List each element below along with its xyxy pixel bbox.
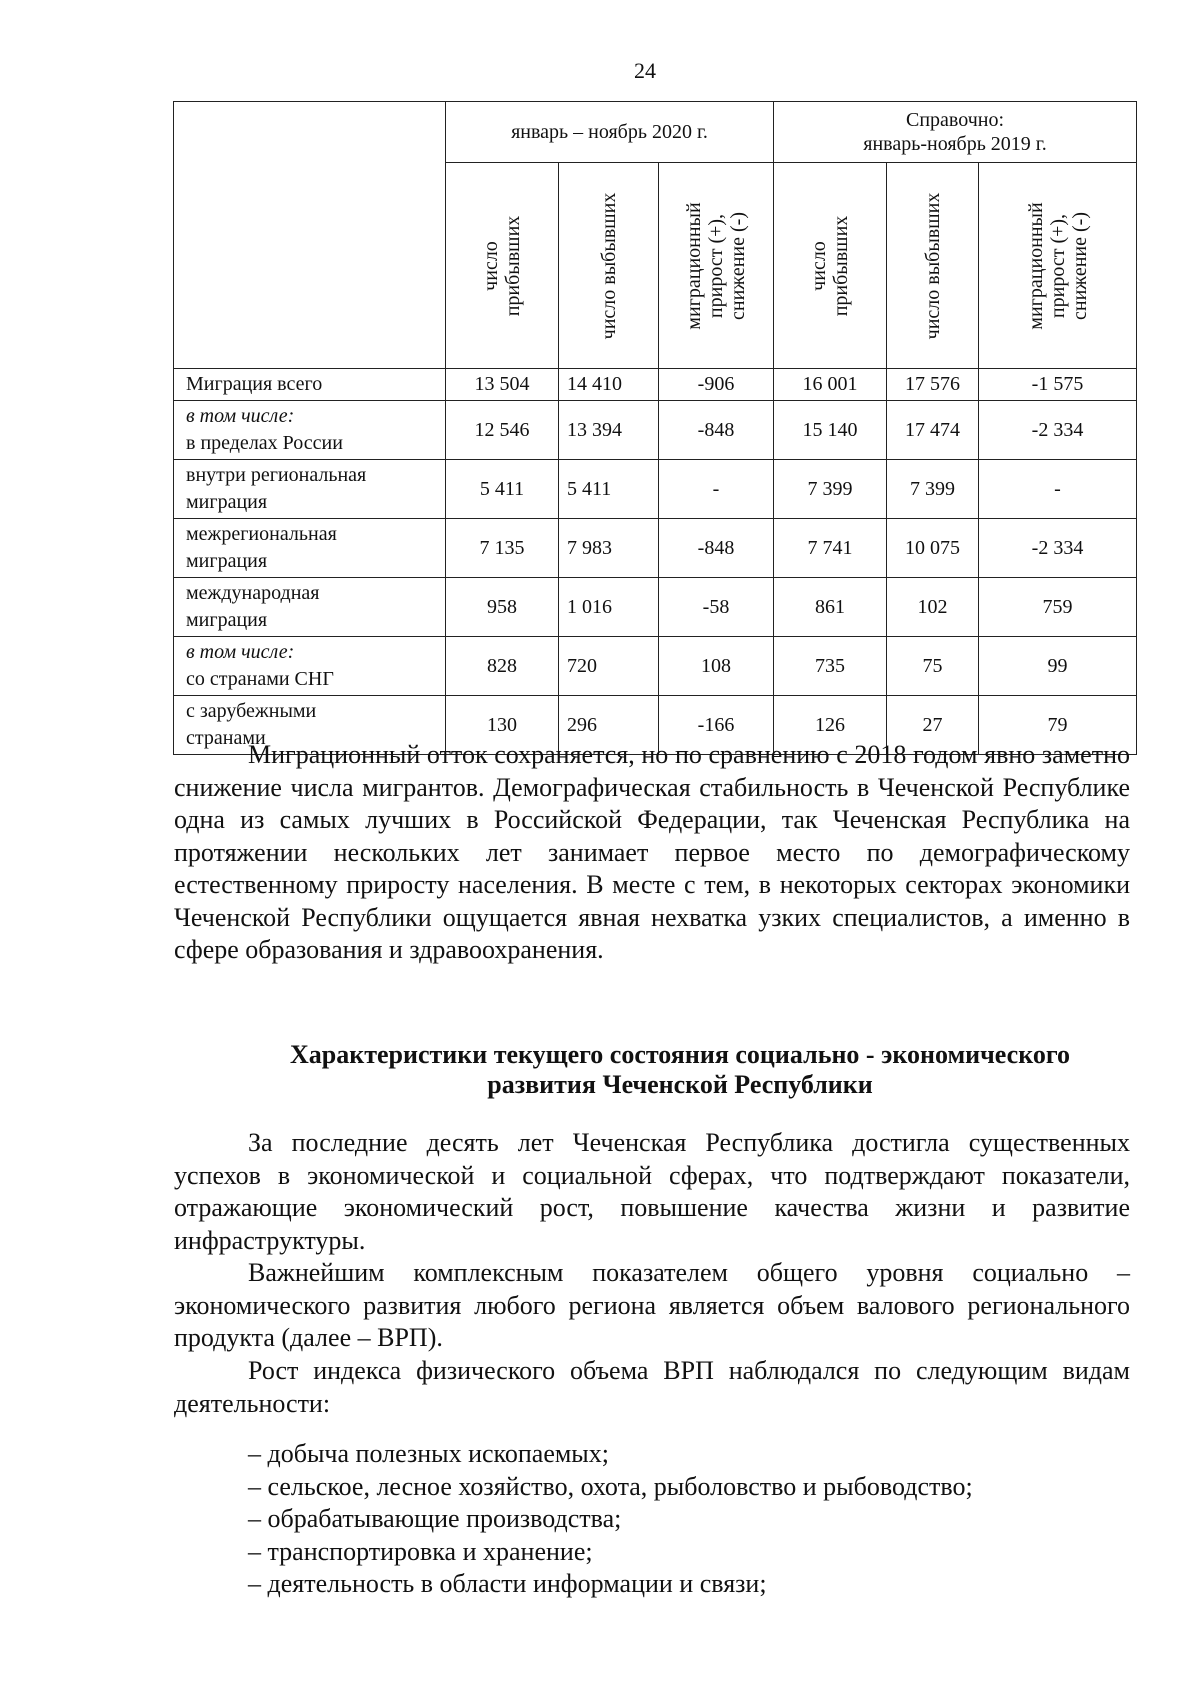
col-header-departed-2020: число выбывших <box>559 163 659 369</box>
table-row <box>174 369 1137 401</box>
paragraph-achievements: За последние десять лет Чеченская Республика достигла существенных успехов в экономической и социальной сферах, что подтверждают показатели, отражающие экономический рост, повышение качества жизни и развитие инфраструктуры. <box>174 1128 1130 1255</box>
row-label: Миграция всего <box>174 369 446 401</box>
page-number: 24 <box>634 58 656 83</box>
table-cell: - <box>979 460 1137 519</box>
table-cell: 130 <box>446 696 559 755</box>
section-heading-line1: Характеристики текущего состояния социально - экономического <box>289 1040 1070 1069</box>
col-header-growth-2020: миграционный прирост (+), снижение (-) <box>659 163 774 369</box>
table-cell: 735 <box>774 637 887 696</box>
table-cell: -166 <box>659 696 774 755</box>
table-cell: -906 <box>659 369 774 401</box>
group-header-2019-line1: Справочно: <box>905 109 1005 131</box>
col-header-arrived-2020: число прибывших <box>446 163 559 369</box>
table-row <box>174 401 1137 460</box>
table-row <box>174 578 1137 637</box>
table-cell: 296 <box>559 696 659 755</box>
col-header-arrived-2019: число прибывших <box>774 163 887 369</box>
table-cell: -2 334 <box>979 401 1137 460</box>
table-cell: 958 <box>446 578 559 637</box>
table-cell: 13 504 <box>446 369 559 401</box>
table-cell: -1 575 <box>979 369 1137 401</box>
table-cell: 12 546 <box>446 401 559 460</box>
migration-table <box>173 101 1137 755</box>
table-cell: 17 474 <box>887 401 979 460</box>
col-header-departed-2019: число выбывших <box>887 163 979 369</box>
table-cell: 16 001 <box>774 369 887 401</box>
row-label: внутри региональная миграция <box>174 460 446 519</box>
table-corner-cell <box>174 102 446 369</box>
table-row <box>174 460 1137 519</box>
table-cell: -58 <box>659 578 774 637</box>
table-cell: 5 411 <box>559 460 659 519</box>
row-label: с зарубежными странами <box>174 696 446 755</box>
list-item: – деятельность в области информации и связи; <box>248 1569 767 1598</box>
table-cell: 861 <box>774 578 887 637</box>
group-header-2019 <box>774 102 1137 163</box>
table-cell: 17 576 <box>887 369 979 401</box>
row-label: в том числе: со странами СНГ <box>174 637 446 696</box>
table-cell: 5 411 <box>446 460 559 519</box>
table-cell: 126 <box>774 696 887 755</box>
list-item: – сельское, лесное хозяйство, охота, рыболовство и рыбоводство; <box>248 1471 973 1501</box>
table-cell: 828 <box>446 637 559 696</box>
group-header-2020: январь – ноябрь 2020 г. <box>446 102 774 163</box>
activity-list <box>248 1438 973 1601</box>
table-cell: 108 <box>659 637 774 696</box>
paragraph-migration: Миграционный отток сохраняется, но по сравнению с 2018 годом явно заметно снижение числа мигрантов. Демографическая стабильность в Чеченской Республике одна из самых лучших в Российской Федерации, так Чеченская Республика на протяжении нескольких лет занимает первое место по демографическому естественному приросту населения. В месте с тем, в некоторых секторах экономики Чеченской Республики ощущается явная нехватка узких специалистов, а именно в сфере образования и здравоохранения. <box>174 740 1130 964</box>
table-cell: 7 135 <box>446 519 559 578</box>
section-heading-line2: развития Чеченской Республики <box>487 1070 873 1099</box>
row-label: межрегиональная миграция <box>174 519 446 578</box>
table-cell: 13 394 <box>559 401 659 460</box>
table-cell: 99 <box>979 637 1137 696</box>
table-cell: -2 334 <box>979 519 1137 578</box>
table-cell: 75 <box>887 637 979 696</box>
list-item: – обрабатывающие производства; <box>248 1504 622 1533</box>
table-cell: 720 <box>559 637 659 696</box>
table-cell: 79 <box>979 696 1137 755</box>
table-cell: 7 741 <box>774 519 887 578</box>
table-cell: -848 <box>659 519 774 578</box>
table-cell: 15 140 <box>774 401 887 460</box>
table-cell: 10 075 <box>887 519 979 578</box>
list-item: – транспортировка и хранение; <box>248 1536 593 1566</box>
table-cell: 14 410 <box>559 369 659 401</box>
table-cell: 102 <box>887 578 979 637</box>
table-cell: 759 <box>979 578 1137 637</box>
table-cell: 7 399 <box>887 460 979 519</box>
table-cell: 1 016 <box>559 578 659 637</box>
table-row <box>174 637 1137 696</box>
row-label: международная миграция <box>174 578 446 637</box>
table-cell: 7 983 <box>559 519 659 578</box>
row-label: в том числе: в пределах России <box>174 401 446 460</box>
paragraph-grp: Важнейшим комплексным показателем общего уровня социально – экономического развития любого региона является объем валового регионального продукта (далее – ВРП). <box>174 1258 1130 1352</box>
table-cell: - <box>659 460 774 519</box>
section-heading <box>174 1040 1186 1100</box>
table-cell: 7 399 <box>774 460 887 519</box>
table-cell: -848 <box>659 401 774 460</box>
table-row <box>174 519 1137 578</box>
table-cell: 27 <box>887 696 979 755</box>
group-header-2019-line2: январь-ноябрь 2019 г. <box>863 133 1047 155</box>
list-item: – добыча полезных ископаемых; <box>248 1439 610 1468</box>
col-header-growth-2019: миграционный прирост (+), снижение (-) <box>979 163 1137 369</box>
paragraph-growth-index: Рост индекса физического объема ВРП наблюдался по следующим видам деятельности: <box>174 1356 1130 1418</box>
